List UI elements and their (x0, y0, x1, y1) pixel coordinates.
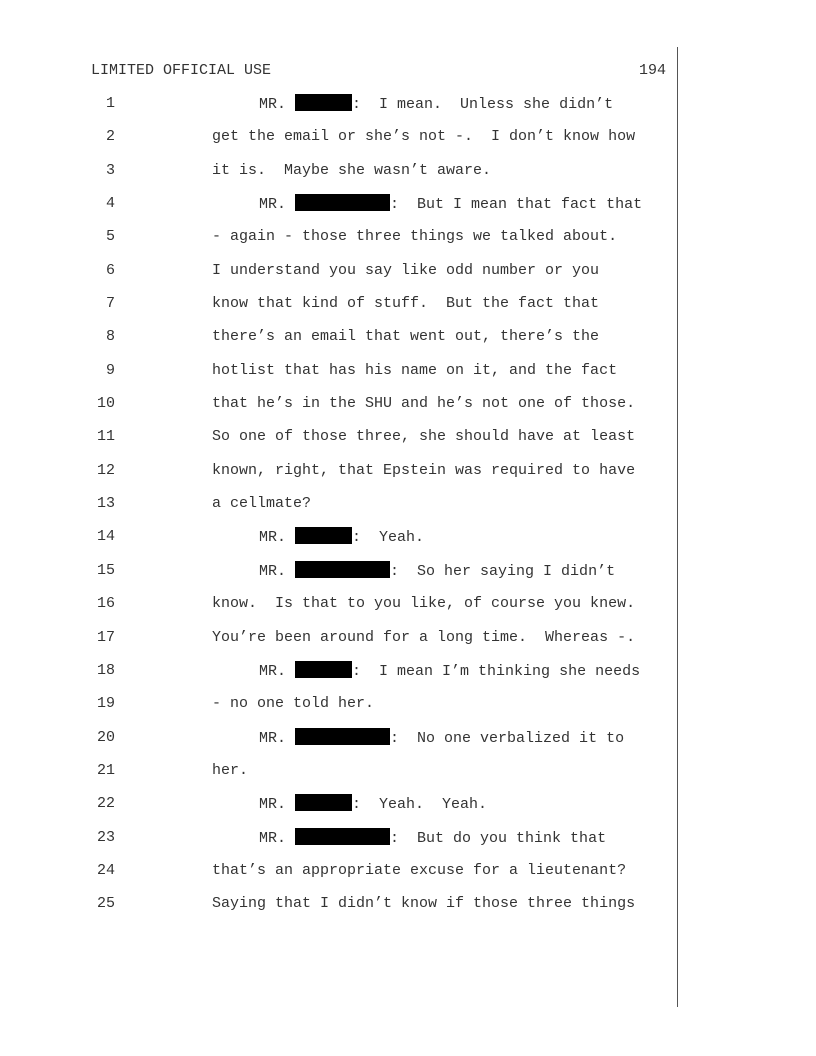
speech-text: : Yeah. Yeah. (352, 796, 488, 814)
line-text: that’s an appropriate excuse for a lieutenant? (212, 861, 627, 879)
line-number: 25 (96, 895, 115, 913)
line-text: - again - those three things we talked about. (212, 228, 618, 246)
line-text: I understand you say like odd number or you (212, 261, 600, 279)
line-number: 2 (105, 128, 115, 146)
speech-text: : But do you think that (390, 829, 607, 847)
speaker-label: MR. (259, 662, 287, 680)
speaker-label: MR. (259, 729, 287, 747)
transcript-line (0, 492, 816, 525)
line-number: 8 (105, 328, 115, 346)
line-text (259, 794, 487, 815)
transcript-line (0, 225, 816, 258)
redaction-box (295, 728, 390, 745)
speaker-label: MR. (259, 196, 287, 214)
transcript-line (0, 192, 816, 225)
speaker-label: MR. (259, 96, 287, 113)
line-text: that he’s in the SHU and he’s not one of those. (212, 395, 636, 413)
redaction-box (295, 561, 390, 578)
line-text: Saying that I didn’t know if those three things (212, 895, 636, 913)
transcript-line (0, 359, 816, 392)
speaker-label: MR. (259, 529, 287, 547)
transcript-line (0, 759, 816, 792)
line-text: there’s an email that went out, there’s the (212, 328, 600, 346)
speech-text: : But I mean that fact that (390, 196, 643, 214)
redaction-box (295, 828, 390, 845)
transcript-line (0, 159, 816, 192)
speaker-label: MR. (259, 829, 287, 847)
line-number: 3 (105, 161, 115, 179)
line-text: her. (212, 761, 249, 779)
line-text: a cellmate? (212, 495, 312, 513)
transcript-line (0, 859, 816, 892)
line-number: 1 (105, 95, 115, 112)
line-text: You’re been around for a long time. Whereas -. (212, 628, 636, 646)
speech-text: : I mean I’m thinking she needs (352, 662, 641, 680)
page-number: 194 (638, 62, 666, 79)
transcript-line (0, 826, 816, 859)
transcript-line (0, 125, 816, 158)
line-number: 4 (105, 195, 115, 213)
line-text: know that kind of stuff. But the fact that (212, 295, 600, 313)
speech-text: : I mean. Unless she didn’t (352, 96, 614, 113)
redaction-box (295, 794, 352, 811)
line-text: - no one told her. (212, 695, 375, 713)
line-text (259, 527, 424, 548)
line-number: 19 (96, 695, 115, 713)
line-text: it is. Maybe she wasn’t aware. (212, 161, 492, 179)
speech-text: : So her saying I didn’t (390, 562, 616, 580)
line-number: 13 (96, 495, 115, 513)
line-text (259, 194, 642, 215)
transcript-line (0, 259, 816, 292)
speech-text: : Yeah. (352, 529, 425, 547)
speech-text: : No one verbalized it to (390, 729, 625, 747)
transcript-line (0, 425, 816, 458)
transcript-line (0, 459, 816, 492)
transcript-line (0, 592, 816, 625)
line-number: 20 (96, 728, 115, 746)
transcript-line (0, 559, 816, 592)
transcript-line (0, 92, 816, 125)
line-number: 7 (105, 295, 115, 313)
redaction-box (295, 94, 352, 111)
transcript-line (0, 726, 816, 759)
transcript-line (0, 292, 816, 325)
speaker-label: MR. (259, 562, 287, 580)
transcript-line (0, 792, 816, 825)
transcript-line (0, 392, 816, 425)
transcript-line (0, 692, 816, 725)
line-text (259, 828, 606, 849)
line-text (259, 728, 624, 749)
line-number: 15 (96, 561, 115, 579)
line-number: 10 (96, 395, 115, 413)
redaction-box (295, 661, 352, 678)
line-number: 16 (96, 595, 115, 613)
line-number: 14 (96, 528, 115, 546)
transcript-line (0, 325, 816, 358)
transcript-line (0, 892, 816, 925)
line-number: 9 (105, 361, 115, 379)
line-number: 24 (96, 861, 115, 879)
line-number: 21 (96, 761, 115, 779)
line-text: get the email or she’s not -. I don’t know how (212, 128, 636, 146)
transcript-body (0, 92, 816, 926)
line-text (259, 94, 613, 115)
line-number: 11 (96, 428, 115, 446)
line-text (259, 661, 640, 682)
line-number: 12 (96, 461, 115, 479)
transcript-line (0, 659, 816, 692)
line-number: 6 (105, 261, 115, 279)
line-text: hotlist that has his name on it, and the fact (212, 361, 618, 379)
transcript-line (0, 626, 816, 659)
redaction-box (295, 527, 352, 544)
line-text: known, right, that Epstein was required to have (212, 461, 636, 479)
line-number: 23 (96, 828, 115, 846)
classification-header: LIMITED OFFICIAL USE (91, 62, 272, 79)
speaker-label: MR. (259, 796, 287, 814)
line-number: 18 (96, 661, 115, 679)
line-number: 17 (96, 628, 115, 646)
line-text (259, 561, 615, 582)
line-text: So one of those three, she should have at least (212, 428, 636, 446)
redaction-box (295, 194, 390, 211)
transcript-line (0, 525, 816, 558)
line-text: know. Is that to you like, of course you knew. (212, 595, 636, 613)
line-number: 5 (105, 228, 115, 246)
line-number: 22 (96, 795, 115, 813)
